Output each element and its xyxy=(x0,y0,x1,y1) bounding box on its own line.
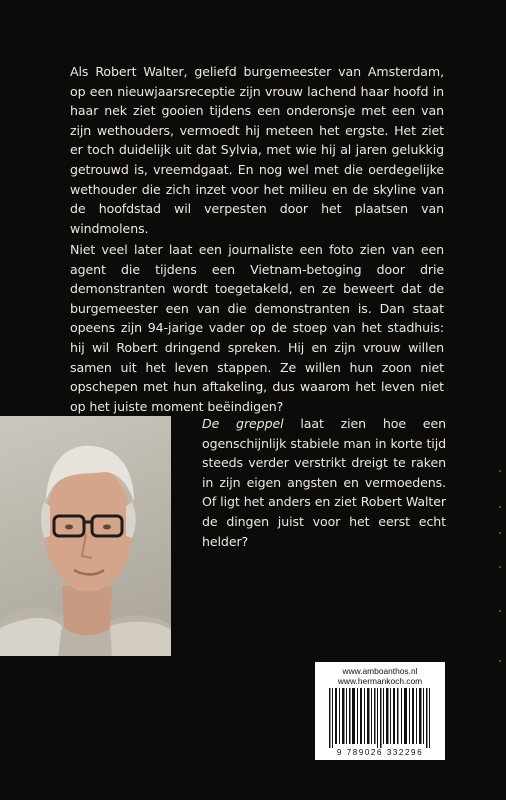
publisher-url: www.amboanthos.nl xyxy=(342,666,418,676)
author-photo xyxy=(0,416,171,656)
barcode-label xyxy=(315,662,445,760)
book-title: De greppel xyxy=(202,416,284,431)
author-url: www.hermankoch.com xyxy=(337,676,423,686)
barcode-bars xyxy=(315,686,445,750)
spine-edge-dots xyxy=(499,470,503,670)
author-portrait-image xyxy=(0,416,171,656)
blurb-paragraph-3 xyxy=(202,414,446,551)
blurb-paragraph-2: Niet veel later laat een journaliste een foto zien van een agent die tijdens een Vietnam-betoging door drie demonstranten wordt toegetakeld, en ze beweert dat de burgemeester een van die demonstranten is. Dan staat opeens zijn 94-jarige vader op de stoep van het stadhuis: hij wil Robert dringend spreken. Hij en zijn vrouw willen samen uit het leven stappen. Ze willen hun zoon niet opschepen met hun aftakeling, dus waarom het leven niet op het juiste moment beëindigen? xyxy=(70,242,444,414)
closing-text: laat zien hoe een ogenschijnlijk stabiele man in korte tijd steeds verder verstrikt dreigt te raken in zijn eigen angsten en vermoedens. Of ligt het anders en ziet Robert Walter de dingen juist voor het eerst echt helder? xyxy=(202,416,446,549)
isbn-digits: 9 789026 332296 xyxy=(336,748,424,757)
blurb-paragraph-1: Als Robert Walter, geliefd burgemeester van Amsterdam, op een nieuwjaarsreceptie zijn vrouw lachend haar hoofd in haar nek ziet gooien tijdens een onderonsje met een van zijn wethouders, vermoedt hij meteen het ergste. Het ziet er toch duidelijk uit dat Sylvia, met wie hij al jaren gelukkig getrouwd is, vreemdgaat. En nog wel met die oerdegelijke wethouder die zich inzet voor het milieu en de skyline van de hoofdstad wil verpesten door het plaatsen van windmolens. xyxy=(70,64,444,236)
